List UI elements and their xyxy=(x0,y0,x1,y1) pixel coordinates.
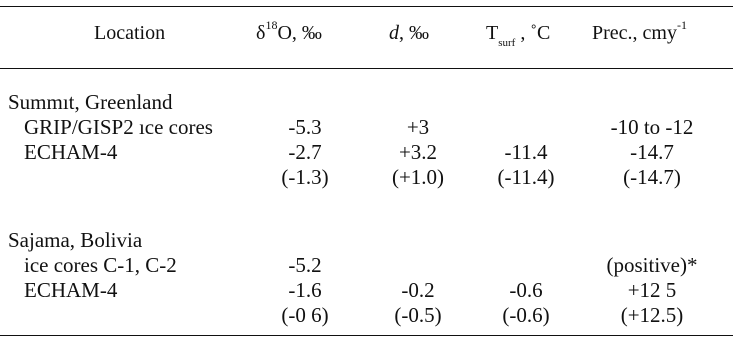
header-tsurf-suffix: , ˚C xyxy=(515,22,551,44)
cell-d: +3 xyxy=(406,115,430,139)
cell-prec: +12 5 xyxy=(627,278,677,302)
table-top-rule xyxy=(0,6,733,7)
cell-d: (+1.0) xyxy=(391,165,445,189)
cell-d18o: -5.3 xyxy=(288,115,322,139)
header-d-symbol: d xyxy=(389,22,399,44)
cell-d18o: -1.6 xyxy=(288,278,322,302)
header-tsurf-symbol: T xyxy=(486,22,499,44)
table-bottom-rule xyxy=(0,335,733,336)
header-deuterium-excess xyxy=(389,21,429,45)
header-tsurf-subscript: surf xyxy=(498,37,516,49)
cell-tsurf: -0.6 xyxy=(509,278,543,302)
cell-d18o: (-1.3) xyxy=(281,165,329,189)
cell-d: (-0.5) xyxy=(394,303,442,327)
header-d-suffix: , ‰ xyxy=(399,22,429,44)
table-header-rule xyxy=(0,68,733,69)
cell-prec: (-14.7) xyxy=(623,165,681,189)
header-prec-superscript: -1 xyxy=(676,18,687,33)
row-label: GRIP/GISP2 ıce cores xyxy=(24,115,213,139)
cell-d: +3.2 xyxy=(398,140,438,164)
header-delta-superscript: 18 xyxy=(265,18,278,33)
row-label: ice cores C-1, C-2 xyxy=(24,253,177,277)
cell-tsurf: (-11.4) xyxy=(497,165,555,189)
cell-prec: -14.7 xyxy=(630,140,674,164)
header-location: Location xyxy=(94,22,166,44)
cell-d: -0.2 xyxy=(401,278,435,302)
header-delta-suffix: O, ‰ xyxy=(277,22,322,44)
header-prec-label: Prec., cmy xyxy=(592,22,677,44)
group-title: Sajama, Bolivia xyxy=(8,228,143,252)
header-delta-symbol: δ xyxy=(256,22,266,44)
cell-prec: (+12.5) xyxy=(620,303,684,327)
cell-prec: -10 to -12 xyxy=(610,115,694,139)
header-surface-temperature xyxy=(486,21,551,49)
cell-d18o: -2.7 xyxy=(288,140,322,164)
group-title: Summıt, Greenland xyxy=(8,90,173,114)
cell-tsurf: (-0.6) xyxy=(502,303,550,327)
row-label: ECHAM-4 xyxy=(24,140,118,164)
row-label: ECHAM-4 xyxy=(24,278,118,302)
cell-d18o: -5.2 xyxy=(288,253,322,277)
header-precipitation xyxy=(592,18,687,45)
header-delta18o xyxy=(256,18,322,45)
cell-prec: (positive)* xyxy=(606,253,698,277)
cell-tsurf: -11.4 xyxy=(504,140,548,164)
cell-d18o: (-0 6) xyxy=(281,303,329,327)
